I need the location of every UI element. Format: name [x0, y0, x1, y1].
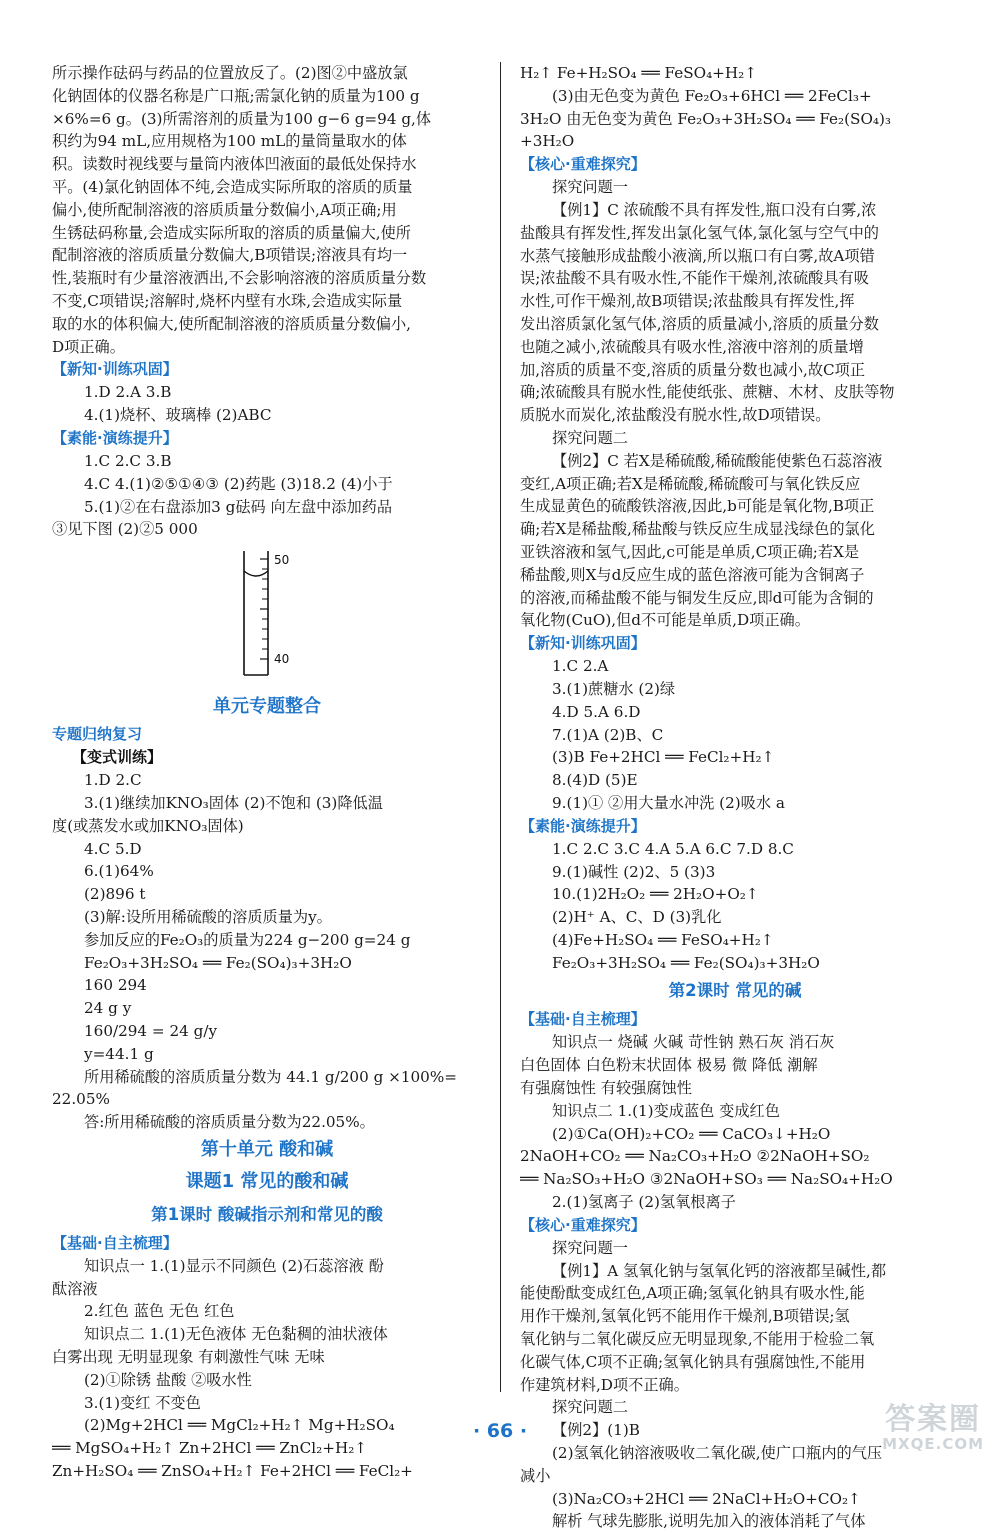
text-line: 平。(4)氯化钠固体不纯,会造成实际所取的溶质的质量	[52, 177, 413, 196]
text-line: 的溶液,而稀盐酸不能与铜发生反应,即d可能为含铜的	[520, 588, 874, 607]
text-line: 质脱水而炭化,浓盐酸没有脱水性,故D项错误。	[520, 406, 831, 425]
section-header: 专题归纳复习	[52, 725, 143, 744]
page-number: · 66 ·	[472, 1420, 528, 1442]
text-line: (2)氢氧化钠溶液吸收二氧化碳,使广口瓶内的气压	[552, 1444, 883, 1463]
section-header: 【新知·训练巩固】	[52, 360, 178, 379]
subsection-header: 【变式训练】	[72, 748, 163, 767]
text-line: 氧化钠与二氧化碳反应无明显现象,不能用于检验二氧	[520, 1330, 875, 1349]
text-line: (3)Na₂CO₃+2HCl ══ 2NaCl+H₂O+CO₂↑	[552, 1489, 861, 1508]
text-line: 水性,可作干燥剂,故B项错误;浓盐酸具有挥发性,挥	[520, 292, 855, 311]
text-line: 4.C 4.(1)②⑤①④③ (2)药匙 (3)18.2 (4)小于	[84, 474, 393, 493]
chapter-heading: 课题1 常见的酸和碱	[185, 1170, 349, 1192]
text-line: 参加反应的Fe₂O₃的质量为224 g−200 g=24 g	[84, 930, 411, 949]
text-line: 【例2】(1)B	[552, 1421, 640, 1440]
text-line: 发出溶质氯化氢气体,溶质的质量减小,溶质的质量分数	[520, 314, 879, 333]
text-line: 1.D 2.C	[84, 771, 142, 790]
text-line: 探究问题一	[552, 178, 628, 197]
text-line: ×6%=6 g。(3)所需溶剂的质量为100 g−6 g=94 g,体	[52, 109, 432, 128]
text-line: ══ MgSO₄+H₂↑ Zn+2HCl ══ ZnCl₂+H₂↑	[52, 1439, 368, 1458]
text-line: 确;浓硫酸具有脱水性,能使纸张、蔗糖、木材、皮肤等物	[520, 383, 895, 402]
text-line: ③见下图 (2)②5 000	[52, 520, 198, 539]
text-line: 1.C 2.C 3.C 4.A 5.A 6.C 7.D 8.C	[552, 839, 794, 858]
text-line: 化钠固体的仪器名称是广口瓶;需氯化钠的质量为100 g	[52, 86, 420, 105]
text-line: 知识点一 1.(1)显示不同颜色 (2)石蕊溶液 酚	[84, 1256, 384, 1275]
text-line: Fe₂O₃+3H₂SO₄ ══ Fe₂(SO₄)₃+3H₂O	[84, 953, 352, 972]
text-line: (2)Mg+2HCl ══ MgCl₂+H₂↑ Mg+H₂SO₄	[84, 1416, 395, 1435]
text-line: 5.(1)②在右盘添加3 g砝码 向左盘中添加药品	[84, 497, 393, 516]
lesson-heading: 第1课时 酸碱指示剂和常见的酸	[151, 1204, 383, 1224]
section-header: 【素能·演练提升】	[520, 816, 646, 835]
text-line: 3.(1)继续加KNO₃固体 (2)不饱和 (3)降低温	[84, 793, 383, 812]
cylinder-label-40: 40	[274, 652, 290, 667]
chapter-heading: 单元专题整合	[213, 696, 321, 718]
text-line: 3.(1)蔗糖水 (2)绿	[552, 679, 676, 698]
text-line: 所用稀硫酸的溶质质量分数为 44.1 g/200 g ×100%=	[84, 1067, 457, 1086]
text-line: 知识点一 烧碱 火碱 苛性钠 熟石灰 消石灰	[552, 1033, 835, 1052]
text-line: 4.C 5.D	[84, 839, 142, 858]
text-line: 偏小,使所配制溶液的溶质质量分数偏小,A项正确;用	[52, 200, 397, 219]
text-line: 2.(1)氢离子 (2)氢氧根离子	[552, 1193, 736, 1212]
text-line: 3.(1)变红 不变色	[84, 1393, 201, 1412]
lesson-heading: 第2课时 常见的碱	[668, 981, 802, 1001]
column-divider	[500, 62, 501, 1392]
text-line: 取的水的体积偏大,使所配制溶液的溶质质量分数偏小,	[52, 314, 411, 333]
chapter-heading: 第十单元 酸和碱	[200, 1138, 334, 1160]
text-line: (2)H⁺ A、C、D (3)乳化	[552, 908, 722, 927]
text-line: 氧化物(CuO),但d不可能是单质,D项正确。	[520, 611, 810, 630]
text-line: H₂↑ Fe+H₂SO₄ ══ FeSO₄+H₂↑	[520, 64, 757, 82]
section-header: 【核心·重难探究】	[520, 155, 646, 174]
text-line: 6.(1)64%	[84, 862, 154, 881]
text-line: +3H₂O	[520, 132, 575, 151]
text-line: (4)Fe+H₂SO₄ ══ FeSO₄+H₂↑	[552, 930, 774, 949]
text-line: y=44.1 g	[84, 1044, 154, 1063]
text-line: 积约为94 mL,应用规格为100 mL的量筒量取水的体	[52, 132, 407, 151]
text-line: 变红,A项正确;若X是稀硫酸,稀硫酸可与氧化铁反应	[520, 474, 861, 493]
text-line: 误;浓盐酸不具有吸水性,不能作干燥剂,浓硫酸具有吸	[520, 269, 869, 288]
text-line: 亚铁溶液和氢气,因此,c可能是单质,C项正确;若X是	[520, 542, 860, 561]
watermark-title: 答案圈	[885, 1402, 982, 1437]
text-line: 探究问题二	[552, 428, 628, 447]
text-line: 作建筑材料,D项不正确。	[520, 1375, 689, 1394]
text-line: 生成显黄色的硫酸铁溶液,因此,b可能是氧化物,B项正	[520, 497, 875, 516]
text-line: (3)由无色变为黄色 Fe₂O₃+6HCl ══ 2FeCl₃+	[552, 86, 872, 105]
text-line: 9.(1)碱性 (2)2、5 (3)3	[552, 862, 716, 881]
text-line: 22.05%	[52, 1090, 110, 1109]
text-line: 白色固体 白色粉末状固体 极易 微 降低 潮解	[520, 1056, 818, 1075]
text-line: 24 g y	[84, 999, 132, 1018]
text-line: 水蒸气接触形成盐酸小液滴,所以瓶口有白雾,故A项错	[520, 246, 875, 265]
text-line: 答:所用稀硫酸的溶质质量分数为22.05%。	[84, 1113, 375, 1132]
section-header: 【新知·训练巩固】	[520, 634, 646, 653]
text-line: (3)解:设所用稀硫酸的溶质质量为y。	[84, 907, 332, 926]
text-line: 度(或蒸发水或加KNO₃固体)	[52, 816, 244, 835]
text-line: 解析 气球先膨胀,说明先加入的液体消耗了气体	[552, 1512, 866, 1531]
text-line: 2NaOH+CO₂ ══ Na₂CO₃+H₂O ②2NaOH+SO₂	[520, 1147, 870, 1166]
section-header: 【基础·自主梳理】	[520, 1010, 646, 1029]
text-line: 2.红色 蓝色 无色 红色	[84, 1302, 235, 1321]
watermark-url: MXQE.COM	[882, 1435, 984, 1453]
text-line: 160/294 = 24 g/y	[84, 1021, 218, 1040]
text-line: (3)B Fe+2HCl ══ FeCl₂+H₂↑	[552, 748, 775, 767]
text-line: 【例1】A 氢氧化钠与氢氧化钙的溶液都呈碱性,都	[552, 1261, 887, 1280]
text-line: 也随之减小,浓硫酸具有吸水性,溶液中溶剂的质量增	[520, 337, 864, 356]
text-line: 加,溶质的质量不变,溶质的质量分数也减小,故C项正	[520, 360, 866, 379]
text-line: 【例1】C 浓硫酸不具有挥发性,瓶口没有白雾,浓	[552, 200, 877, 219]
text-line: Zn+H₂SO₄ ══ ZnSO₄+H₂↑ Fe+2HCl ══ FeCl₂+	[52, 1462, 413, 1481]
text-line: 160 294	[84, 976, 147, 995]
text-line: 1.C 2.A	[552, 657, 609, 676]
text-line: ══ Na₂SO₃+H₂O ③2NaOH+SO₃ ══ Na₂SO₄+H₂O	[520, 1170, 893, 1189]
text-line: 酞溶液	[52, 1279, 98, 1298]
text-line: 知识点二 1.(1)变成蓝色 变成红色	[552, 1101, 780, 1120]
text-line: 能使酚酞变成红色,A项正确;氢氧化钠具有吸水性,能	[520, 1284, 865, 1303]
text-line: (2)896 t	[84, 885, 146, 904]
text-line: Fe₂O₃+3H₂SO₄ ══ Fe₂(SO₄)₃+3H₂O	[552, 953, 820, 972]
left-column	[52, 62, 482, 1483]
text-line: (2)①Ca(OH)₂+CO₂ ══ CaCO₃↓+H₂O	[552, 1124, 831, 1143]
text-line: (2)①除锈 盐酸 ②吸水性	[84, 1370, 252, 1389]
text-line: 1.C 2.C 3.B	[84, 451, 172, 470]
watermark-logo	[882, 1404, 984, 1452]
text-line: 【例2】C 若X是稀硫酸,稀硫酸能使紫色石蕊溶液	[552, 451, 883, 470]
text-line: 稀盐酸,则X与d反应生成的蓝色溶液可能为含铜离子	[520, 565, 865, 584]
text-line: 白雾出现 无明显现象 有刺激性气味 无味	[52, 1348, 325, 1367]
text-line: 用作干燥剂,氢氧化钙不能用作干燥剂,B项错误;氢	[520, 1307, 850, 1326]
section-header: 【核心·重难探究】	[520, 1215, 646, 1234]
section-header: 【基础·自主梳理】	[52, 1233, 178, 1252]
text-line: 3H₂O 由无色变为黄色 Fe₂O₃+3H₂SO₄ ══ Fe₂(SO₄)₃	[520, 109, 892, 128]
text-line: 积。读数时视线要与量筒内液体凹液面的最低处保持水	[52, 155, 417, 174]
text-line: 不变,C项错误;溶解时,烧杯内壁有水珠,会造成实际量	[52, 291, 403, 310]
text-line: 性,装瓶时有少量溶液洒出,不会影响溶液的溶质质量分数	[52, 269, 427, 288]
text-line: 探究问题二	[552, 1398, 628, 1417]
cylinder-label-50: 50	[274, 553, 290, 568]
text-line: D项正确。	[52, 337, 125, 356]
text-line: 7.(1)A (2)B、C	[552, 725, 664, 744]
right-column	[520, 62, 950, 1533]
text-line: 有强腐蚀性 有较强腐蚀性	[520, 1079, 692, 1098]
text-line: 1.D 2.A 3.B	[84, 383, 172, 402]
text-line: 化碳气体,C项不正确;氢氧化钠具有强腐蚀性,不能用	[520, 1352, 866, 1371]
text-line: 生锈砝码称量,会造成实际所取的溶质的质量偏大,使所	[52, 223, 411, 242]
text-line: 配制溶液的溶质质量分数偏大,B项错误;溶液具有均一	[52, 246, 408, 265]
section-header: 【素能·演练提升】	[52, 428, 178, 447]
text-line: 探究问题一	[552, 1238, 628, 1257]
text-line: 确;若X是稀盐酸,稀盐酸与铁反应生成显浅绿色的氯化	[520, 520, 875, 539]
text-line: 4.(1)烧杯、玻璃棒 (2)ABC	[84, 406, 272, 425]
graduated-cylinder-figure	[52, 541, 482, 691]
text-line: 知识点二 1.(1)无色液体 无色黏稠的油状液体	[84, 1325, 388, 1344]
text-line: 盐酸具有挥发性,挥发出氯化氢气体,氯化氢与空气中的	[520, 223, 879, 242]
text-line: 所示操作砝码与药品的位置放反了。(2)图②中盛放氯	[52, 64, 408, 82]
text-line: 9.(1)① ②用大量水冲洗 (2)吸水 a	[552, 793, 785, 812]
text-line: 4.D 5.A 6.D	[552, 702, 641, 721]
text-line: 减小	[520, 1466, 551, 1485]
graduated-cylinder-icon	[238, 549, 308, 679]
text-line: 10.(1)2H₂O₂ ══ 2H₂O+O₂↑	[552, 885, 759, 904]
text-line: 8.(4)D (5)E	[552, 771, 638, 790]
